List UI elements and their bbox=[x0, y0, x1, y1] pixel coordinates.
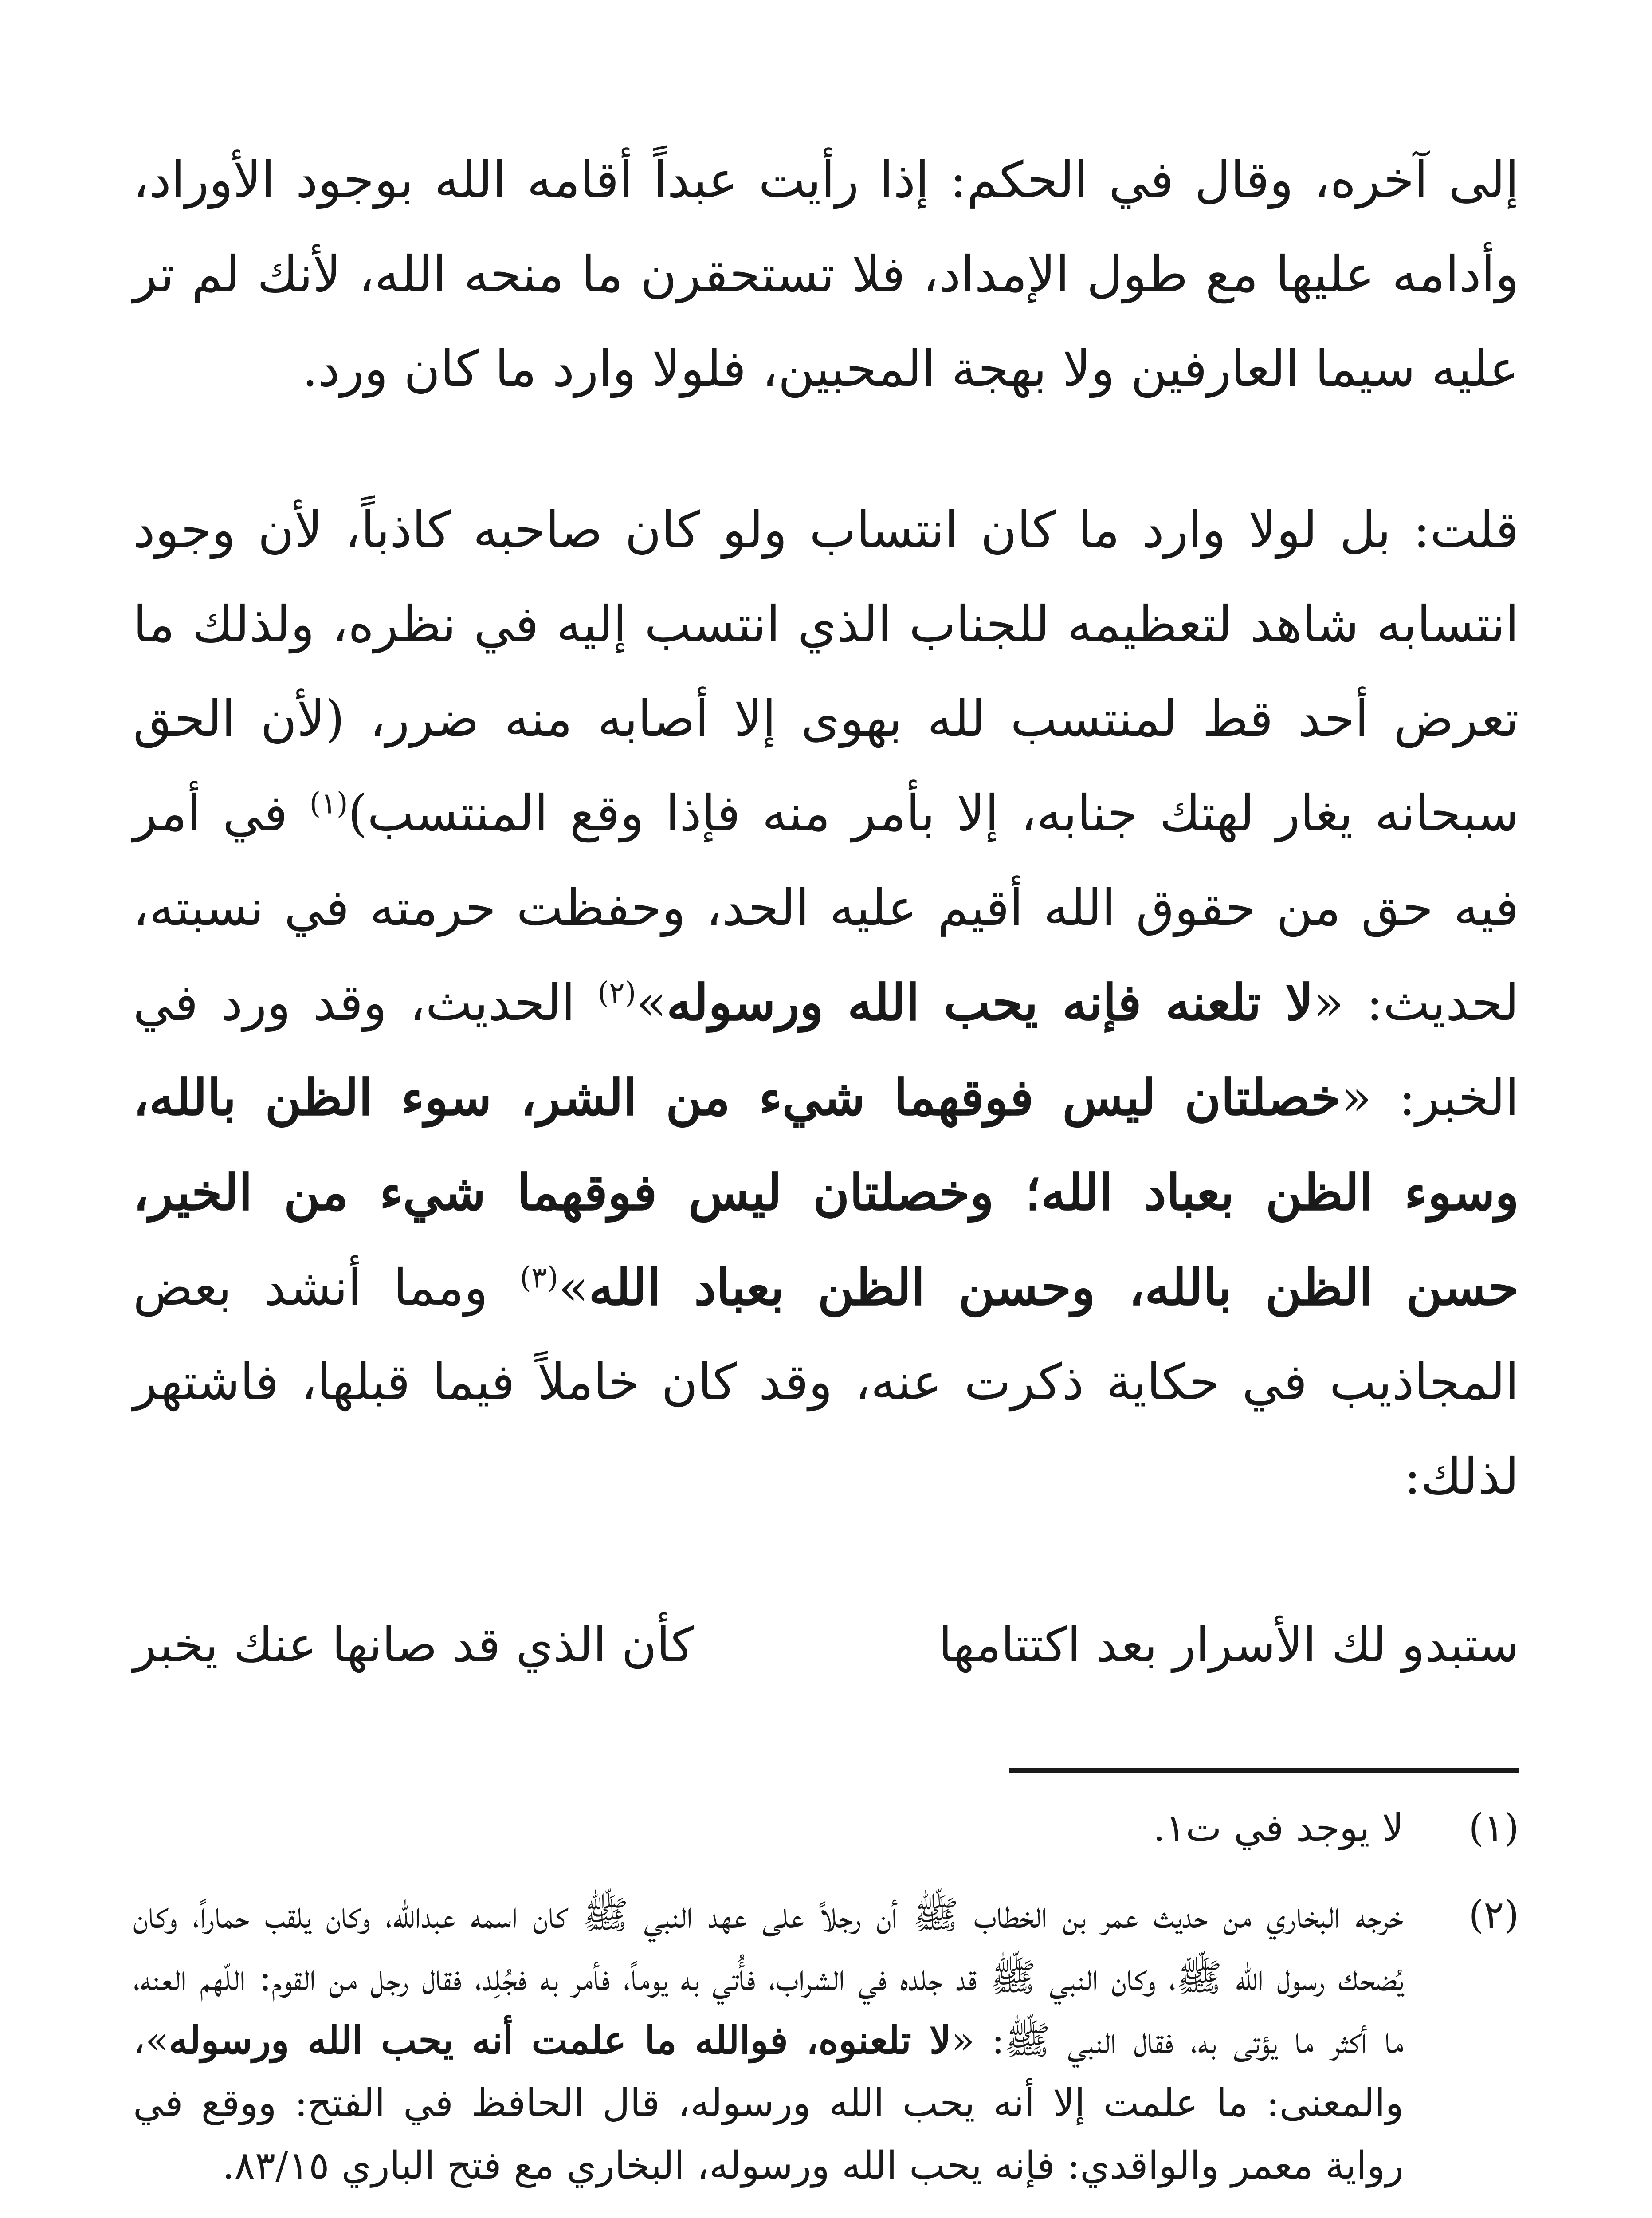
footnote-2-text-1: خرجه البخاري من حديث عمر بن الخطاب ﷺ أن رجلاً على عهد النبي ﷺ كان اسمه عبدالله، وكان يلقب حماراً، وكان يُضحك رسول الله ﷺ، وكان النبي ﷺ قد جلده في الشراب، فأُتي به يوماً، فأمر به فجُلِد، فقال رجل من القوم: اللّهم العنه، ما أكثر ما يؤتى به، فقال النبي ﷺ: « bbox=[133, 1893, 1404, 2063]
footnote-2 bbox=[133, 1884, 1519, 2197]
verse-second-hemistich: كأن الذي قد صانها عنك يخبر bbox=[133, 1617, 695, 1673]
footnote-2-number: (٢) bbox=[1468, 1893, 1519, 1937]
footnote-ref-3: (٣) bbox=[520, 1260, 559, 1295]
paragraph-2-text-2: في أمر فيه حق من حقوق الله أقيم عليه الحد، وحفظت حرمته في نسبته، لحديث: « bbox=[133, 785, 1519, 1032]
hadith-quote-2: خصلتان ليس فوقهما شيء من الشر، سوء الظن بالله، وسوء الظن بعباد الله؛ وخصلتان ليس فوقهما شيء من الخير، حسن الظن بالله، وحسن الظن بعباد الله bbox=[133, 1069, 1519, 1317]
footnote-2-text-2: »، والمعنى: ما علمت إلا أنه يحب الله ورسوله، قال الحافظ في الفتح: ووقع في رواية معمر والواقدي: فإنه يحب الله ورسوله، البخاري مع فتح الباري ٨٣/١٥. bbox=[133, 2018, 1404, 2188]
hadith-quote-1: لا تلعنه فإنه يحب الله ورسوله bbox=[666, 974, 1314, 1032]
footnote-ref-1: (١) bbox=[309, 786, 348, 821]
poetry-verse bbox=[133, 1617, 1519, 1697]
footnote-2-quote: لا تلعنوه، فوالله ما علمت أنه يحب الله ورسوله bbox=[169, 2018, 951, 2063]
paragraph-2-text-5: » bbox=[558, 1259, 589, 1317]
footnote-1-number: (١) bbox=[1468, 1806, 1519, 1850]
footnote-ref-2: (٢) bbox=[597, 975, 636, 1010]
footnote-1-text: لا يوجد في ت١. bbox=[1153, 1806, 1404, 1850]
verse-first-hemistich: ستبدو لك الأسرار بعد اكتتامها bbox=[938, 1617, 1519, 1673]
paragraph-1 bbox=[133, 133, 1519, 417]
paragraph-2-text-4: الحديث، وقد ورد في الخبر: « bbox=[133, 974, 1519, 1127]
paragraph-2-text-1: قلت: بل لولا وارد ما كان انتساب ولو كان صاحبه كاذباً، لأن وجود انتسابه شاهد لتعظيمه للجناب الذي انتسب إليه في نظره، ولذلك ما تعرض أحد قط لمنتسب لله بهوى إلا أصابه منه ضرر، (لأن الحق سبحانه يغار لهتك جنابه، إلا بأمر منه فإذا وقع المنتسب) bbox=[133, 501, 1519, 842]
footnote-1 bbox=[133, 1797, 1519, 1860]
footnote-separator bbox=[1009, 1768, 1519, 1773]
paragraph-2 bbox=[133, 483, 1519, 1524]
page-body bbox=[133, 133, 1519, 2218]
paragraph-2-text-3: » bbox=[636, 974, 667, 1032]
footnotes bbox=[133, 1797, 1519, 2218]
paragraph-2-text-6: ومما أنشد بعض المجاذيب في حكاية ذكرت عنه، وقد كان خاملاً فيما قبلها، فاشتهر لذلك: bbox=[133, 1259, 1519, 1506]
paragraph-1-text: إلى آخره، وقال في الحكم: إذا رأيت عبداً أقامه الله بوجود الأوراد، وأدامه عليها مع طول الإمداد، فلا تستحقرن ما منحه الله، لأنك لم تر عليه سيما العارفين ولا بهجة المحبين، فلولا وارد ما كان ورد. bbox=[133, 151, 1519, 398]
